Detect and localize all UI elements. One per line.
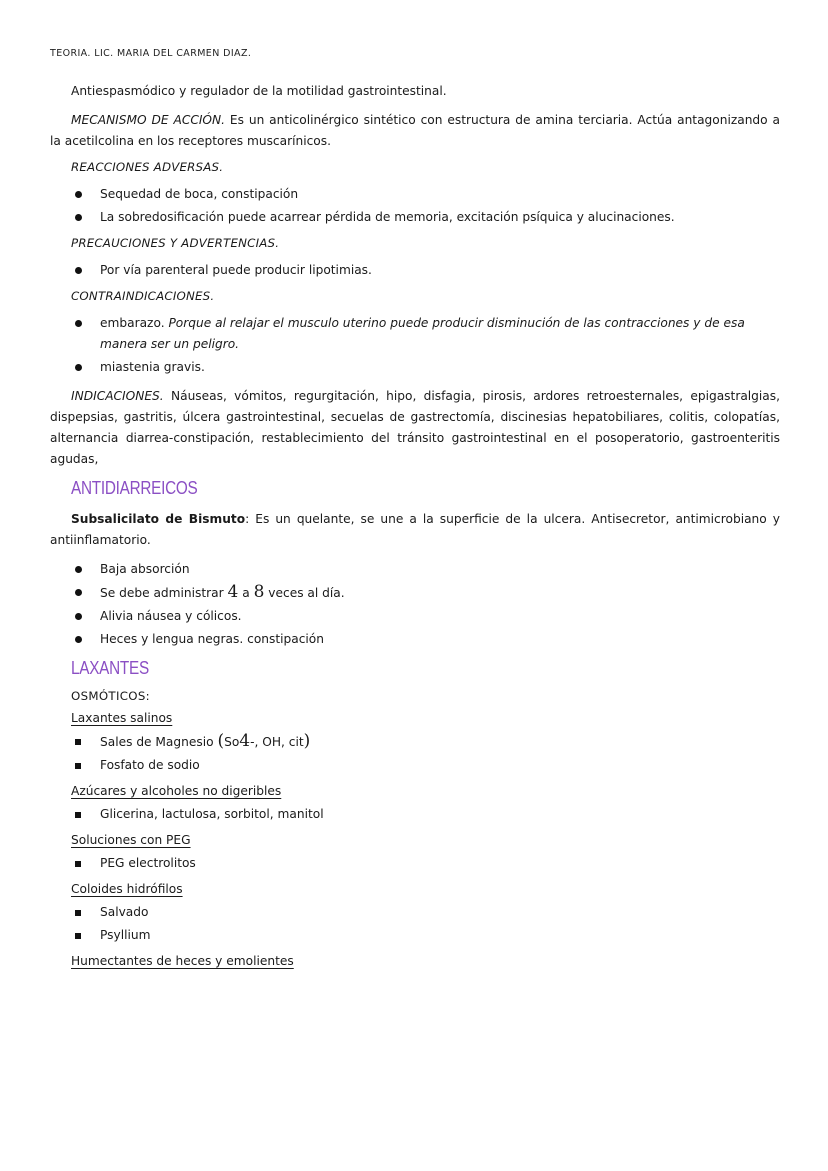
- bullet-icon: [75, 320, 82, 327]
- list-item-text: miastenia gravis.: [100, 360, 205, 374]
- laxantes-heading: LAXANTES: [71, 658, 149, 678]
- peg-list: [50, 853, 780, 874]
- azucares-list: [50, 804, 780, 825]
- coloides-list: [50, 902, 780, 946]
- list-item-text: Psyllium: [100, 928, 151, 942]
- page-header: TEORIA. LIC. MARIA DEL CARMEN DIAZ.: [50, 48, 252, 59]
- bismuto-drug-name: Subsalicilato de Bismuto: [71, 512, 246, 526]
- list-item-text: Sales de Magnesio: [100, 735, 218, 749]
- bullet-icon: [75, 613, 82, 620]
- square-bullet-icon: [75, 933, 81, 939]
- list-item-text: Alivia náusea y cólicos.: [100, 609, 242, 623]
- paren-open: (: [217, 731, 225, 751]
- salinos-title: Laxantes salinos: [71, 711, 173, 725]
- list-item: [50, 925, 780, 946]
- list-item-text: -, OH, cit: [250, 735, 304, 749]
- list-item-text: Se debe administrar: [100, 586, 228, 600]
- list-item: [50, 629, 780, 650]
- list-item: [50, 207, 780, 228]
- list-item: [50, 755, 780, 776]
- list-item: [50, 559, 780, 580]
- list-item: [50, 357, 780, 378]
- list-item-text: a: [238, 586, 254, 600]
- list-item-text: Sequedad de boca, constipación: [100, 187, 299, 201]
- azucares-title: Azúcares y alcoholes no digeribles: [71, 784, 282, 798]
- list-item-text: Glicerina, lactulosa, sorbitol, manitol: [100, 807, 324, 821]
- bullet-icon: [75, 566, 82, 573]
- list-item: [50, 902, 780, 923]
- list-item-text: Salvado: [100, 905, 149, 919]
- bismuto-paragraph: [50, 509, 780, 551]
- mecanismo-paragraph: [50, 110, 780, 152]
- bullet-icon: [75, 191, 82, 198]
- dose-min-number: 4: [227, 582, 239, 602]
- reacciones-list: [50, 184, 780, 228]
- list-item-text: PEG electrolitos: [100, 856, 196, 870]
- bullet-icon: [75, 636, 82, 643]
- humectantes-title: Humectantes de heces y emolientes: [71, 954, 294, 968]
- square-bullet-icon: [75, 739, 81, 745]
- coloides-title: Coloides hidrófilos: [71, 882, 183, 896]
- list-item-text: So: [224, 735, 240, 749]
- intro-paragraph: Antiespasmódico y regulador de la motilidad gastrointestinal.: [71, 84, 447, 98]
- osmoticos-label: OSMÓTICOS:: [71, 689, 150, 703]
- contraindicaciones-title: CONTRAINDICACIONES.: [71, 289, 215, 303]
- reacciones-title: REACCIONES ADVERSAS.: [71, 160, 224, 174]
- list-item: [50, 804, 780, 825]
- indicaciones-label: INDICACIONES.: [71, 389, 164, 403]
- bullet-icon: [75, 364, 82, 371]
- mecanismo-label: MECANISMO DE ACCIÓN.: [71, 113, 226, 127]
- bismuto-list: [50, 559, 780, 650]
- list-item-text: veces al día.: [264, 586, 345, 600]
- list-item: [50, 184, 780, 205]
- bullet-icon: [75, 267, 82, 274]
- list-item: [50, 731, 780, 753]
- bullet-icon: [75, 214, 82, 221]
- list-item: [50, 853, 780, 874]
- list-item: [50, 260, 780, 281]
- contraindicaciones-list: [50, 313, 780, 378]
- list-item: [50, 313, 780, 355]
- indicaciones-paragraph: [50, 386, 780, 470]
- salinos-list: [50, 731, 780, 776]
- list-item-text: La sobredosificación puede acarrear pérdida de memoria, excitación psíquica y alucinaciones.: [100, 210, 675, 224]
- dose-max-number: 8: [253, 582, 265, 602]
- sulfate-number: 4: [239, 731, 251, 751]
- list-item: [50, 582, 780, 604]
- antidiarreicos-heading: ANTIDIARREICOS: [71, 478, 198, 498]
- list-item-italic-text: Porque al relajar el musculo uterino puede producir disminución de las contracciones y de esa manera ser un peligro.: [100, 316, 745, 351]
- indicaciones-text: Náuseas, vómitos, regurgitación, hipo, disfagia, pirosis, ardores retroesternales, epigastralgias, dispepsias, gastritis, úlcera gastrointestinal, secuelas de gastrectomía, discinesias hepatobiliares, colitis, colopatías, alternancia diarrea-constipación, restablecimiento del tránsito gastrointestinal en el posoperatorio, gastroenteritis agudas,: [50, 389, 780, 466]
- square-bullet-icon: [75, 763, 81, 769]
- square-bullet-icon: [75, 910, 81, 916]
- square-bullet-icon: [75, 812, 81, 818]
- paren-close: ): [303, 731, 311, 751]
- list-item-text: Heces y lengua negras. constipación: [100, 632, 324, 646]
- mecanismo-text: Es un anticolinérgico sintético con estructura de amina terciaria. Actúa antagonizando a la acetilcolina en los receptores muscarínicos.: [50, 113, 780, 148]
- bullet-icon: [75, 589, 82, 596]
- list-item-text: Fosfato de sodio: [100, 758, 200, 772]
- list-item-text: Por vía parenteral puede producir lipotimias.: [100, 263, 372, 277]
- square-bullet-icon: [75, 861, 81, 867]
- precauciones-list: [50, 260, 780, 281]
- peg-title: Soluciones con PEG: [71, 833, 191, 847]
- list-item: [50, 606, 780, 627]
- list-item-text: embarazo.: [100, 316, 165, 330]
- precauciones-title: PRECAUCIONES Y ADVERTENCIAS.: [71, 236, 280, 250]
- list-item-text: Baja absorción: [100, 562, 190, 576]
- bismuto-description: : Es un quelante, se une a la superficie de la ulcera. Antisecretor, antimicrobiano y antiinflamatorio.: [50, 512, 780, 547]
